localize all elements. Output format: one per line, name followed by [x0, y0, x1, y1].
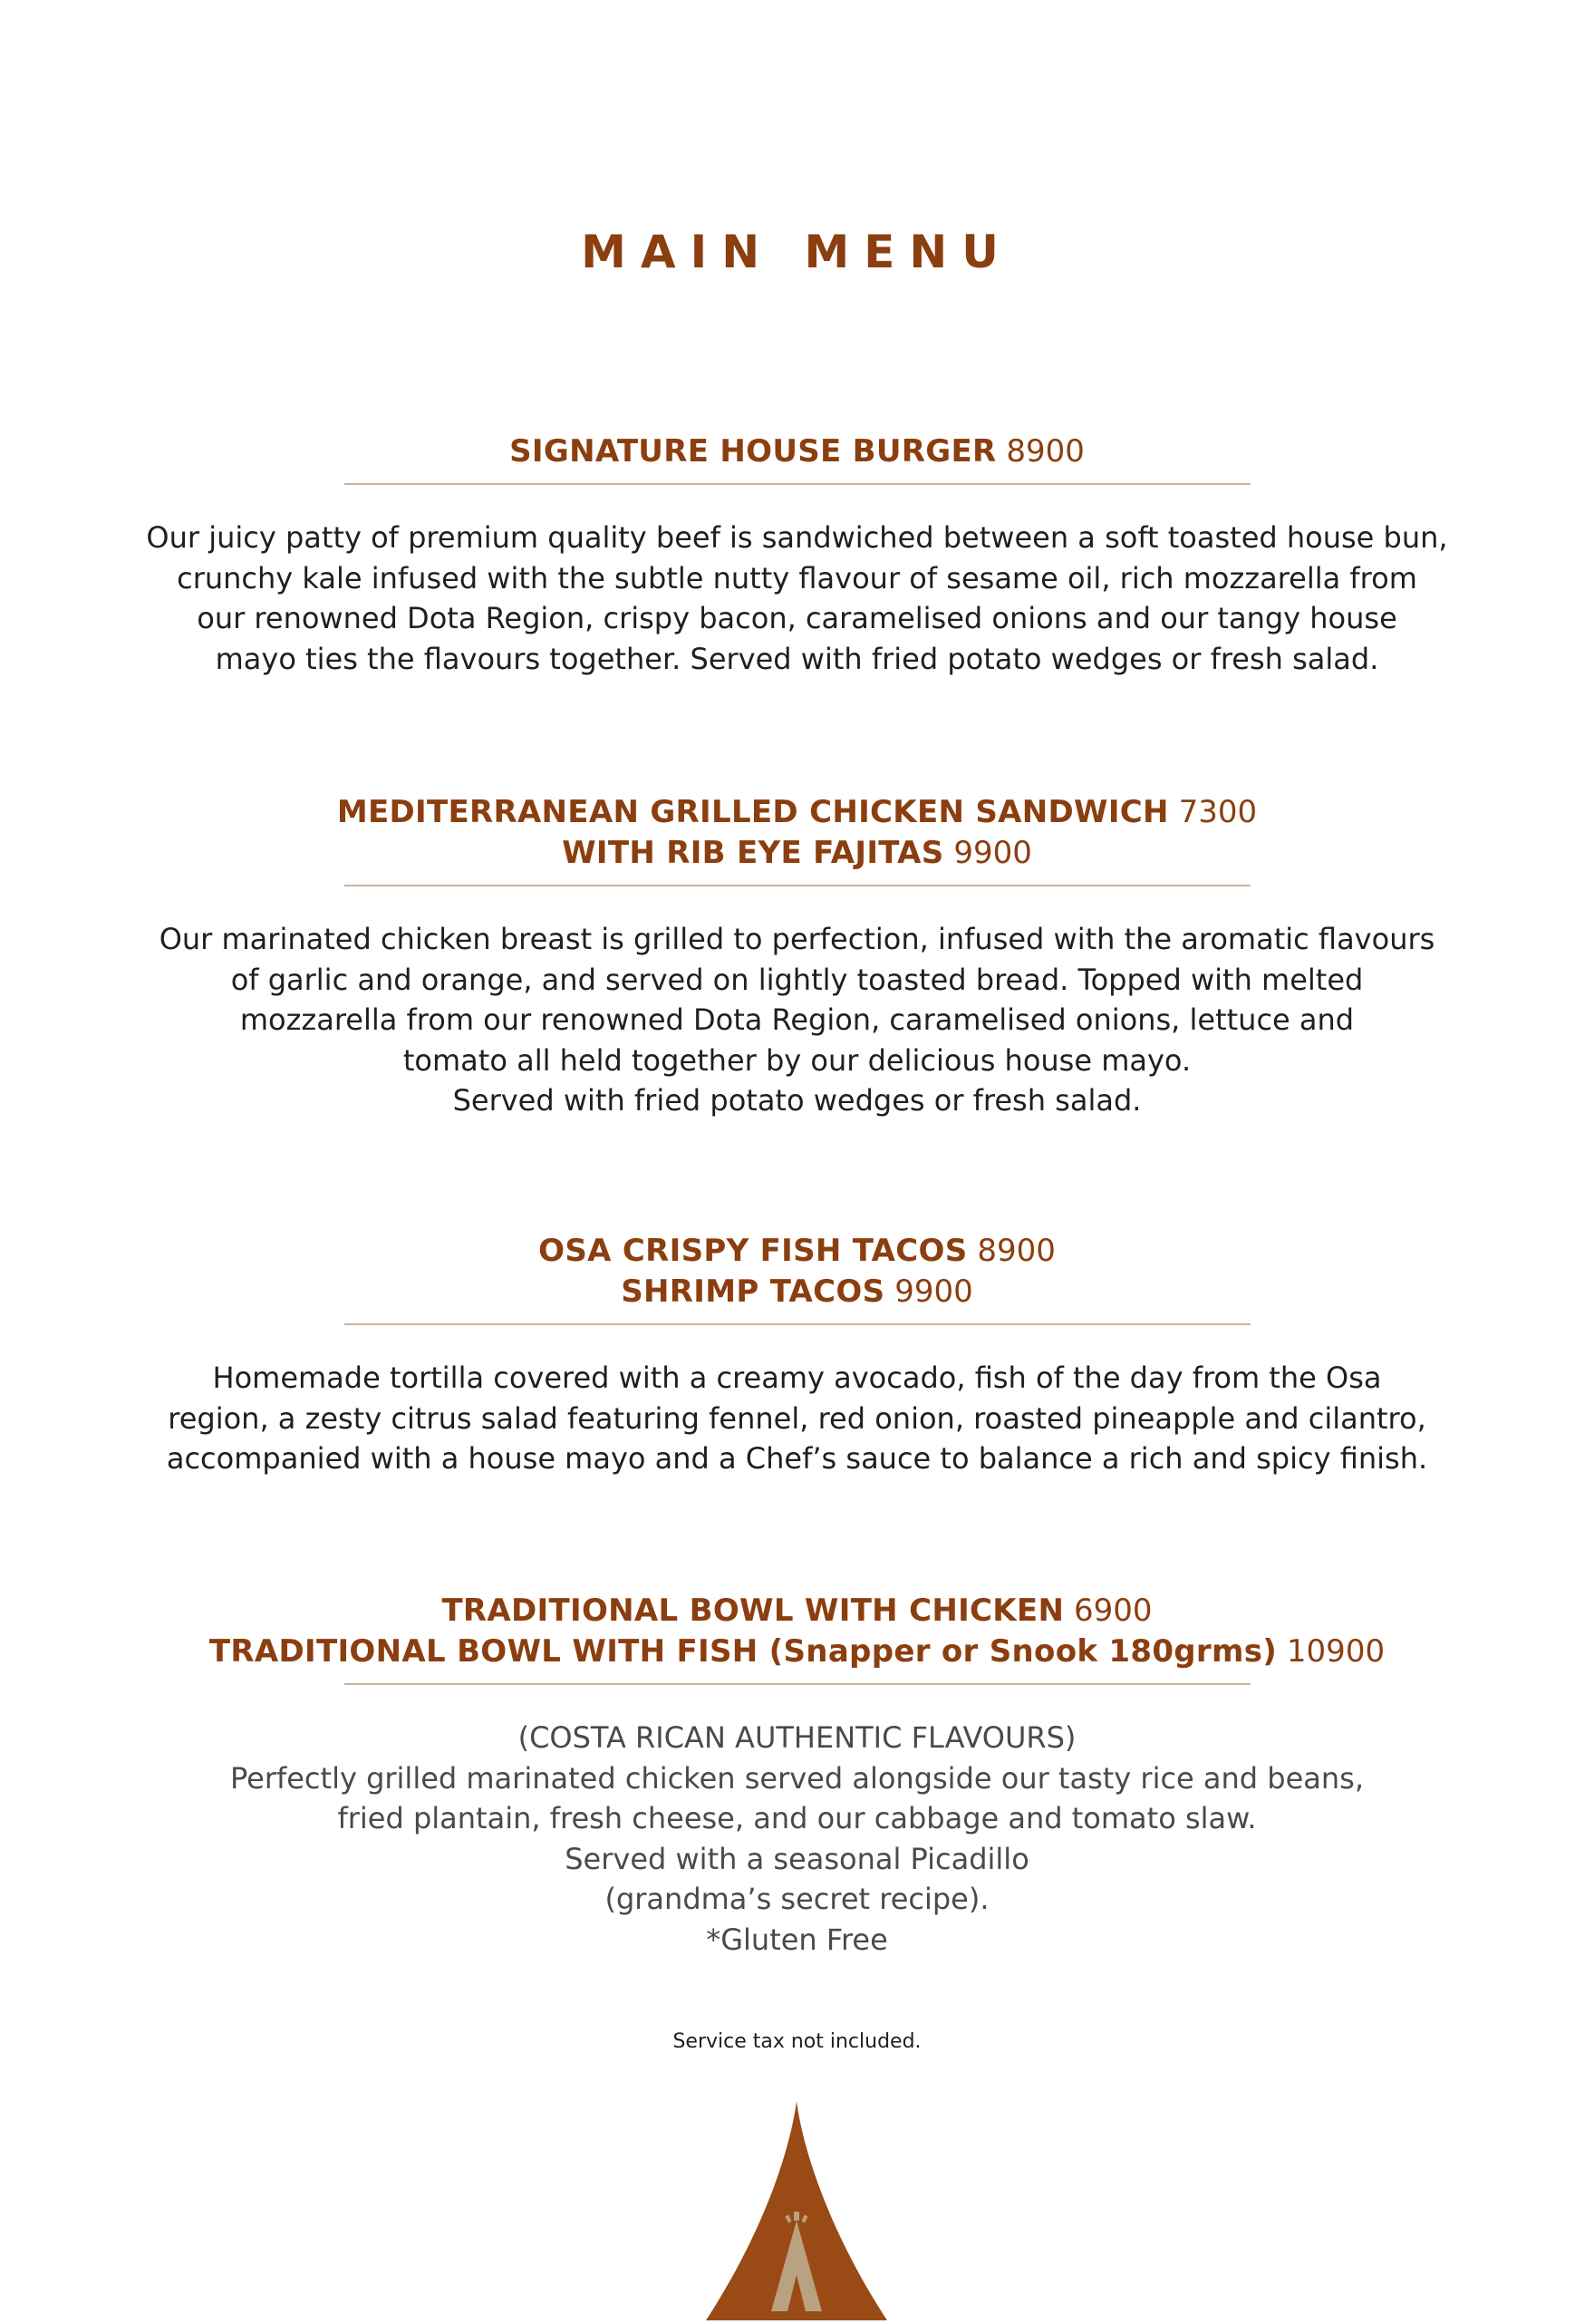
menu-item-description-line: Homemade tortilla covered with a creamy avocado, fish of the day from the Osa	[212, 1361, 1382, 1395]
menu-item-description-line: accompanied with a house mayo and a Chef’s sauce to balance a rich and spicy finish.	[166, 1441, 1428, 1476]
menu-item-heading	[0, 792, 1594, 833]
section-divider	[344, 885, 1251, 886]
service-tax-note: Service tax not included.	[672, 2030, 922, 2053]
tent-logo-icon	[706, 2101, 887, 2320]
menu-item-price: 8900	[977, 1233, 1056, 1269]
menu-item-heading	[0, 1272, 1594, 1312]
menu-item-description-line: of garlic and orange, and served on lightly toasted bread. Topped with melted	[230, 962, 1364, 997]
menu-item-description-line: (COSTA RICAN AUTHENTIC FLAVOURS)	[517, 1720, 1077, 1755]
menu-item-heading	[0, 1591, 1594, 1632]
menu-item-description-line: Our marinated chicken breast is grilled to perfection, infused with the aromatic flavours	[159, 922, 1435, 956]
menu-item-description-line: Our juicy patty of premium quality beef is sandwiched between a soft toasted house bun,	[146, 520, 1448, 555]
menu-item-heading	[0, 431, 1594, 472]
menu-section-burger	[0, 431, 1594, 679]
section-divider	[344, 1323, 1251, 1325]
menu-item-heading	[0, 1632, 1594, 1672]
section-divider	[344, 1683, 1251, 1685]
menu-item-name: TRADITIONAL BOWL WITH CHICKEN	[441, 1593, 1065, 1629]
menu-item-heading	[0, 1231, 1594, 1272]
menu-section-tacos	[0, 1231, 1594, 1479]
menu-item-price: 9900	[953, 835, 1032, 871]
menu-item-description-line: our renowned Dota Region, crispy bacon, caramelised onions and our tangy house	[197, 601, 1397, 635]
menu-item-name: OSA CRISPY FISH TACOS	[538, 1233, 968, 1269]
menu-item-description-line: Served with a seasonal Picadillo	[565, 1841, 1029, 1876]
menu-item-price: 9900	[894, 1273, 973, 1310]
menu-item-description-line: *Gluten Free	[706, 1922, 888, 1957]
menu-section-chicken-sandwich	[0, 792, 1594, 1121]
menu-item-description-line: fried plantain, fresh cheese, and our cabbage and tomato slaw.	[337, 1801, 1257, 1835]
menu-item-price: 10900	[1286, 1633, 1386, 1670]
section-divider	[344, 483, 1251, 485]
menu-item-description-line: crunchy kale infused with the subtle nutty flavour of sesame oil, rich mozzarella from	[177, 560, 1417, 596]
menu-item-name: SHRIMP TACOS	[621, 1273, 885, 1310]
menu-item-heading	[0, 833, 1594, 874]
menu-item-name: WITH RIB EYE FAJITAS	[562, 835, 944, 871]
menu-item-name: MEDITERRANEAN GRILLED CHICKEN SANDWICH	[336, 794, 1169, 830]
menu-item-price: 6900	[1074, 1593, 1153, 1629]
menu-item-name: TRADITIONAL BOWL WITH FISH (Snapper or Snook 180grms)	[208, 1633, 1278, 1670]
menu-section-traditional-bowl	[0, 1591, 1594, 1960]
menu-item-description-line: mozzarella from our renowned Dota Region, caramelised onions, lettuce and	[239, 1002, 1355, 1037]
menu-item-price: 7300	[1178, 794, 1258, 830]
menu-item-description-line: (grandma’s secret recipe).	[604, 1882, 990, 1916]
menu-item-description-line: mayo ties the flavours together. Served with fried potato wedges or fresh salad.	[215, 641, 1379, 676]
menu-item-description-line: Served with fried potato wedges or fresh salad.	[452, 1083, 1142, 1118]
tent-shape	[706, 2101, 887, 2320]
page-title: MAIN MENU	[581, 226, 1013, 278]
menu-item-price: 8900	[1006, 433, 1085, 470]
menu-item-description-line: region, a zesty citrus salad featuring fennel, red onion, roasted pineapple and cilantro,	[168, 1400, 1426, 1436]
menu-item-description-line: tomato all held together by our delicious house mayo.	[402, 1042, 1192, 1078]
menu-item-name: SIGNATURE HOUSE BURGER	[509, 433, 997, 470]
menu-item-description-line: Perfectly grilled marinated chicken served alongside our tasty rice and beans,	[229, 1760, 1365, 1796]
